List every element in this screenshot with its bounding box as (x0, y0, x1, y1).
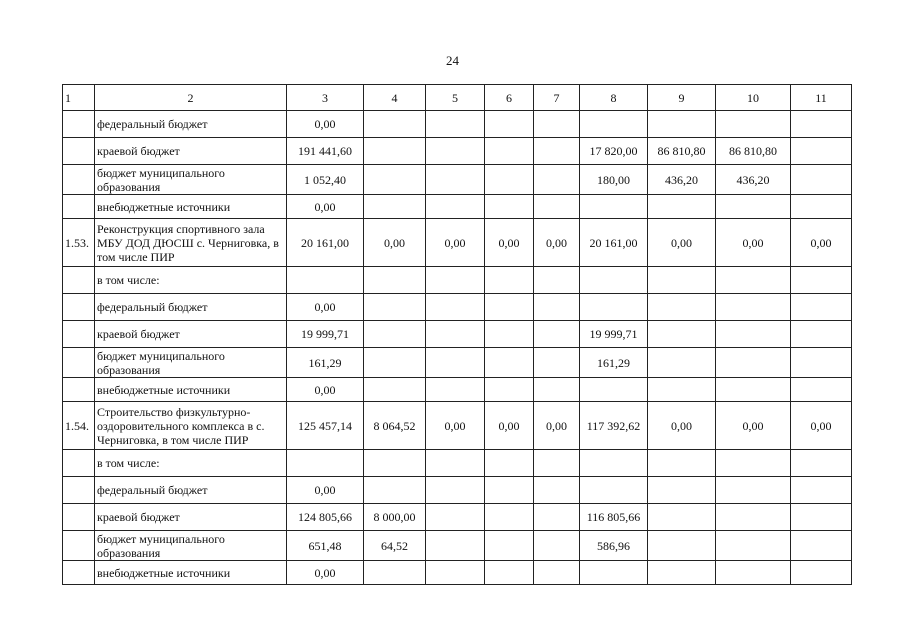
value-cell-col-4 (364, 294, 426, 321)
source-label-cell: в том числе: (95, 450, 287, 477)
value-cell-col-10 (716, 321, 791, 348)
value-cell-col-7 (534, 561, 580, 585)
value-cell-col-11 (791, 348, 852, 378)
item-number-cell (63, 477, 95, 504)
value-cell-col-11 (791, 195, 852, 219)
value-cell-col-6 (485, 138, 534, 165)
item-number-cell: 1.54. (63, 402, 95, 450)
value-cell-col-5: 0,00 (426, 219, 485, 267)
value-cell-col-9 (648, 111, 716, 138)
value-cell-col-11 (791, 477, 852, 504)
value-cell-col-8 (580, 561, 648, 585)
item-number-cell (63, 531, 95, 561)
value-cell-col-5 (426, 348, 485, 378)
value-cell-col-6 (485, 165, 534, 195)
item-number-cell: 1.53. (63, 219, 95, 267)
value-cell-col-11 (791, 450, 852, 477)
value-cell-col-4 (364, 195, 426, 219)
table-row (63, 348, 852, 378)
value-cell-col-6 (485, 294, 534, 321)
source-label-cell: внебюджетные источники (95, 195, 287, 219)
value-cell-col-9 (648, 477, 716, 504)
value-cell-col-4 (364, 267, 426, 294)
value-cell-col-11 (791, 531, 852, 561)
value-cell-col-8: 117 392,62 (580, 402, 648, 450)
value-cell-col-3: 651,48 (287, 531, 364, 561)
value-cell-col-8: 19 999,71 (580, 321, 648, 348)
value-cell-col-11 (791, 267, 852, 294)
value-cell-col-6: 0,00 (485, 402, 534, 450)
value-cell-col-5 (426, 138, 485, 165)
value-cell-col-9: 0,00 (648, 219, 716, 267)
value-cell-col-6 (485, 477, 534, 504)
value-cell-col-4 (364, 450, 426, 477)
value-cell-col-7 (534, 348, 580, 378)
value-cell-col-7 (534, 294, 580, 321)
value-cell-col-3: 0,00 (287, 195, 364, 219)
value-cell-col-8: 20 161,00 (580, 219, 648, 267)
value-cell-col-7 (534, 378, 580, 402)
value-cell-col-8: 180,00 (580, 165, 648, 195)
value-cell-col-9 (648, 294, 716, 321)
table-row (63, 219, 852, 267)
value-cell-col-7: 0,00 (534, 402, 580, 450)
table-row (63, 561, 852, 585)
item-number-cell (63, 195, 95, 219)
item-number-cell (63, 378, 95, 402)
value-cell-col-4 (364, 348, 426, 378)
value-cell-col-3: 124 805,66 (287, 504, 364, 531)
value-cell-col-7 (534, 138, 580, 165)
value-cell-col-11: 0,00 (791, 219, 852, 267)
value-cell-col-3: 20 161,00 (287, 219, 364, 267)
value-cell-col-8 (580, 267, 648, 294)
value-cell-col-6 (485, 111, 534, 138)
value-cell-col-9 (648, 348, 716, 378)
value-cell-col-4 (364, 477, 426, 504)
value-cell-col-10 (716, 348, 791, 378)
header-row (63, 85, 852, 111)
value-cell-col-3: 0,00 (287, 294, 364, 321)
value-cell-col-10 (716, 267, 791, 294)
value-cell-col-10: 0,00 (716, 402, 791, 450)
value-cell-col-6 (485, 348, 534, 378)
table-row (63, 294, 852, 321)
value-cell-col-11 (791, 111, 852, 138)
table-row (63, 111, 852, 138)
column-header-3: 3 (287, 85, 364, 111)
value-cell-col-10 (716, 531, 791, 561)
value-cell-col-3: 19 999,71 (287, 321, 364, 348)
source-label-cell: краевой бюджет (95, 321, 287, 348)
value-cell-col-8: 161,29 (580, 348, 648, 378)
value-cell-col-9 (648, 195, 716, 219)
value-cell-col-6 (485, 531, 534, 561)
value-cell-col-9 (648, 450, 716, 477)
item-number-cell (63, 138, 95, 165)
item-number-cell (63, 165, 95, 195)
table-row (63, 138, 852, 165)
value-cell-col-11 (791, 138, 852, 165)
column-header-6: 6 (485, 85, 534, 111)
source-label-cell: краевой бюджет (95, 138, 287, 165)
value-cell-col-8 (580, 111, 648, 138)
value-cell-col-8 (580, 294, 648, 321)
value-cell-col-7 (534, 450, 580, 477)
value-cell-col-5 (426, 561, 485, 585)
value-cell-col-3: 0,00 (287, 378, 364, 402)
source-label-cell: внебюджетные источники (95, 378, 287, 402)
value-cell-col-3: 0,00 (287, 477, 364, 504)
value-cell-col-10 (716, 561, 791, 585)
value-cell-col-7 (534, 165, 580, 195)
column-header-7: 7 (534, 85, 580, 111)
value-cell-col-8 (580, 477, 648, 504)
value-cell-col-11 (791, 378, 852, 402)
table-row (63, 378, 852, 402)
table-row (63, 477, 852, 504)
table-row (63, 531, 852, 561)
column-header-5: 5 (426, 85, 485, 111)
item-title-cell: Строительство физкультурно-оздоровительного комплекса в с. Черниговка, в том числе ПИР (95, 402, 287, 450)
value-cell-col-10: 436,20 (716, 165, 791, 195)
source-label-cell: бюджет муниципального образования (95, 348, 287, 378)
value-cell-col-9 (648, 561, 716, 585)
source-label-cell: федеральный бюджет (95, 294, 287, 321)
value-cell-col-7 (534, 111, 580, 138)
value-cell-col-5 (426, 531, 485, 561)
value-cell-col-8: 586,96 (580, 531, 648, 561)
table-row (63, 165, 852, 195)
value-cell-col-8 (580, 450, 648, 477)
column-header-9: 9 (648, 85, 716, 111)
value-cell-col-3: 1 052,40 (287, 165, 364, 195)
source-label-cell: бюджет муниципального образования (95, 165, 287, 195)
value-cell-col-4: 8 064,52 (364, 402, 426, 450)
column-header-11: 11 (791, 85, 852, 111)
item-number-cell (63, 111, 95, 138)
source-label-cell: федеральный бюджет (95, 477, 287, 504)
value-cell-col-5 (426, 378, 485, 402)
value-cell-col-11: 0,00 (791, 402, 852, 450)
column-header-10: 10 (716, 85, 791, 111)
value-cell-col-5 (426, 450, 485, 477)
value-cell-col-8 (580, 378, 648, 402)
table-row (63, 402, 852, 450)
source-label-cell: федеральный бюджет (95, 111, 287, 138)
value-cell-col-6 (485, 504, 534, 531)
item-number-cell (63, 267, 95, 294)
value-cell-col-3: 125 457,14 (287, 402, 364, 450)
value-cell-col-4 (364, 561, 426, 585)
value-cell-col-4: 8 000,00 (364, 504, 426, 531)
value-cell-col-6 (485, 450, 534, 477)
value-cell-col-4 (364, 138, 426, 165)
value-cell-col-5 (426, 504, 485, 531)
value-cell-col-10 (716, 504, 791, 531)
value-cell-col-6 (485, 195, 534, 219)
value-cell-col-11 (791, 165, 852, 195)
page-number: 24 (446, 53, 459, 68)
value-cell-col-3: 0,00 (287, 111, 364, 138)
table-row (63, 450, 852, 477)
value-cell-col-6 (485, 561, 534, 585)
value-cell-col-9: 436,20 (648, 165, 716, 195)
value-cell-col-4 (364, 321, 426, 348)
value-cell-col-10 (716, 477, 791, 504)
item-number-cell (63, 294, 95, 321)
value-cell-col-9 (648, 321, 716, 348)
value-cell-col-7 (534, 531, 580, 561)
value-cell-col-10 (716, 378, 791, 402)
item-number-cell (63, 450, 95, 477)
value-cell-col-5 (426, 195, 485, 219)
value-cell-col-3: 0,00 (287, 561, 364, 585)
value-cell-col-5: 0,00 (426, 402, 485, 450)
item-number-cell (63, 348, 95, 378)
value-cell-col-9 (648, 531, 716, 561)
value-cell-col-4 (364, 111, 426, 138)
column-header-4: 4 (364, 85, 426, 111)
item-title-cell: Реконструкция спортивного зала МБУ ДОД ДЮСШ с. Черниговка, в том числе ПИР (95, 219, 287, 267)
value-cell-col-10 (716, 294, 791, 321)
column-header-8: 8 (580, 85, 648, 111)
value-cell-col-6: 0,00 (485, 219, 534, 267)
value-cell-col-7 (534, 477, 580, 504)
value-cell-col-9 (648, 267, 716, 294)
table-row (63, 195, 852, 219)
value-cell-col-5 (426, 477, 485, 504)
value-cell-col-6 (485, 321, 534, 348)
value-cell-col-4: 0,00 (364, 219, 426, 267)
value-cell-col-6 (485, 267, 534, 294)
item-number-cell (63, 561, 95, 585)
value-cell-col-7 (534, 321, 580, 348)
item-number-cell (63, 504, 95, 531)
column-header-2: 2 (95, 85, 287, 111)
value-cell-col-10 (716, 450, 791, 477)
column-header-1: 1 (63, 85, 95, 111)
value-cell-col-11 (791, 561, 852, 585)
value-cell-col-9: 86 810,80 (648, 138, 716, 165)
value-cell-col-7 (534, 504, 580, 531)
value-cell-col-3: 161,29 (287, 348, 364, 378)
value-cell-col-3 (287, 450, 364, 477)
value-cell-col-7 (534, 267, 580, 294)
value-cell-col-4: 64,52 (364, 531, 426, 561)
table-row (63, 321, 852, 348)
value-cell-col-7: 0,00 (534, 219, 580, 267)
value-cell-col-8: 17 820,00 (580, 138, 648, 165)
source-label-cell: бюджет муниципального образования (95, 531, 287, 561)
value-cell-col-5 (426, 111, 485, 138)
value-cell-col-10: 0,00 (716, 219, 791, 267)
value-cell-col-5 (426, 321, 485, 348)
table-row (63, 267, 852, 294)
value-cell-col-10 (716, 111, 791, 138)
table-row (63, 504, 852, 531)
budget-table (62, 84, 852, 585)
value-cell-col-9 (648, 378, 716, 402)
value-cell-col-11 (791, 321, 852, 348)
value-cell-col-5 (426, 267, 485, 294)
item-number-cell (63, 321, 95, 348)
value-cell-col-10: 86 810,80 (716, 138, 791, 165)
value-cell-col-4 (364, 165, 426, 195)
value-cell-col-6 (485, 378, 534, 402)
value-cell-col-7 (534, 195, 580, 219)
source-label-cell: в том числе: (95, 267, 287, 294)
value-cell-col-11 (791, 294, 852, 321)
value-cell-col-3 (287, 267, 364, 294)
source-label-cell: внебюджетные источники (95, 561, 287, 585)
value-cell-col-4 (364, 378, 426, 402)
value-cell-col-11 (791, 504, 852, 531)
value-cell-col-10 (716, 195, 791, 219)
value-cell-col-9: 0,00 (648, 402, 716, 450)
value-cell-col-8 (580, 195, 648, 219)
value-cell-col-3: 191 441,60 (287, 138, 364, 165)
value-cell-col-8: 116 805,66 (580, 504, 648, 531)
value-cell-col-9 (648, 504, 716, 531)
value-cell-col-5 (426, 294, 485, 321)
value-cell-col-5 (426, 165, 485, 195)
source-label-cell: краевой бюджет (95, 504, 287, 531)
